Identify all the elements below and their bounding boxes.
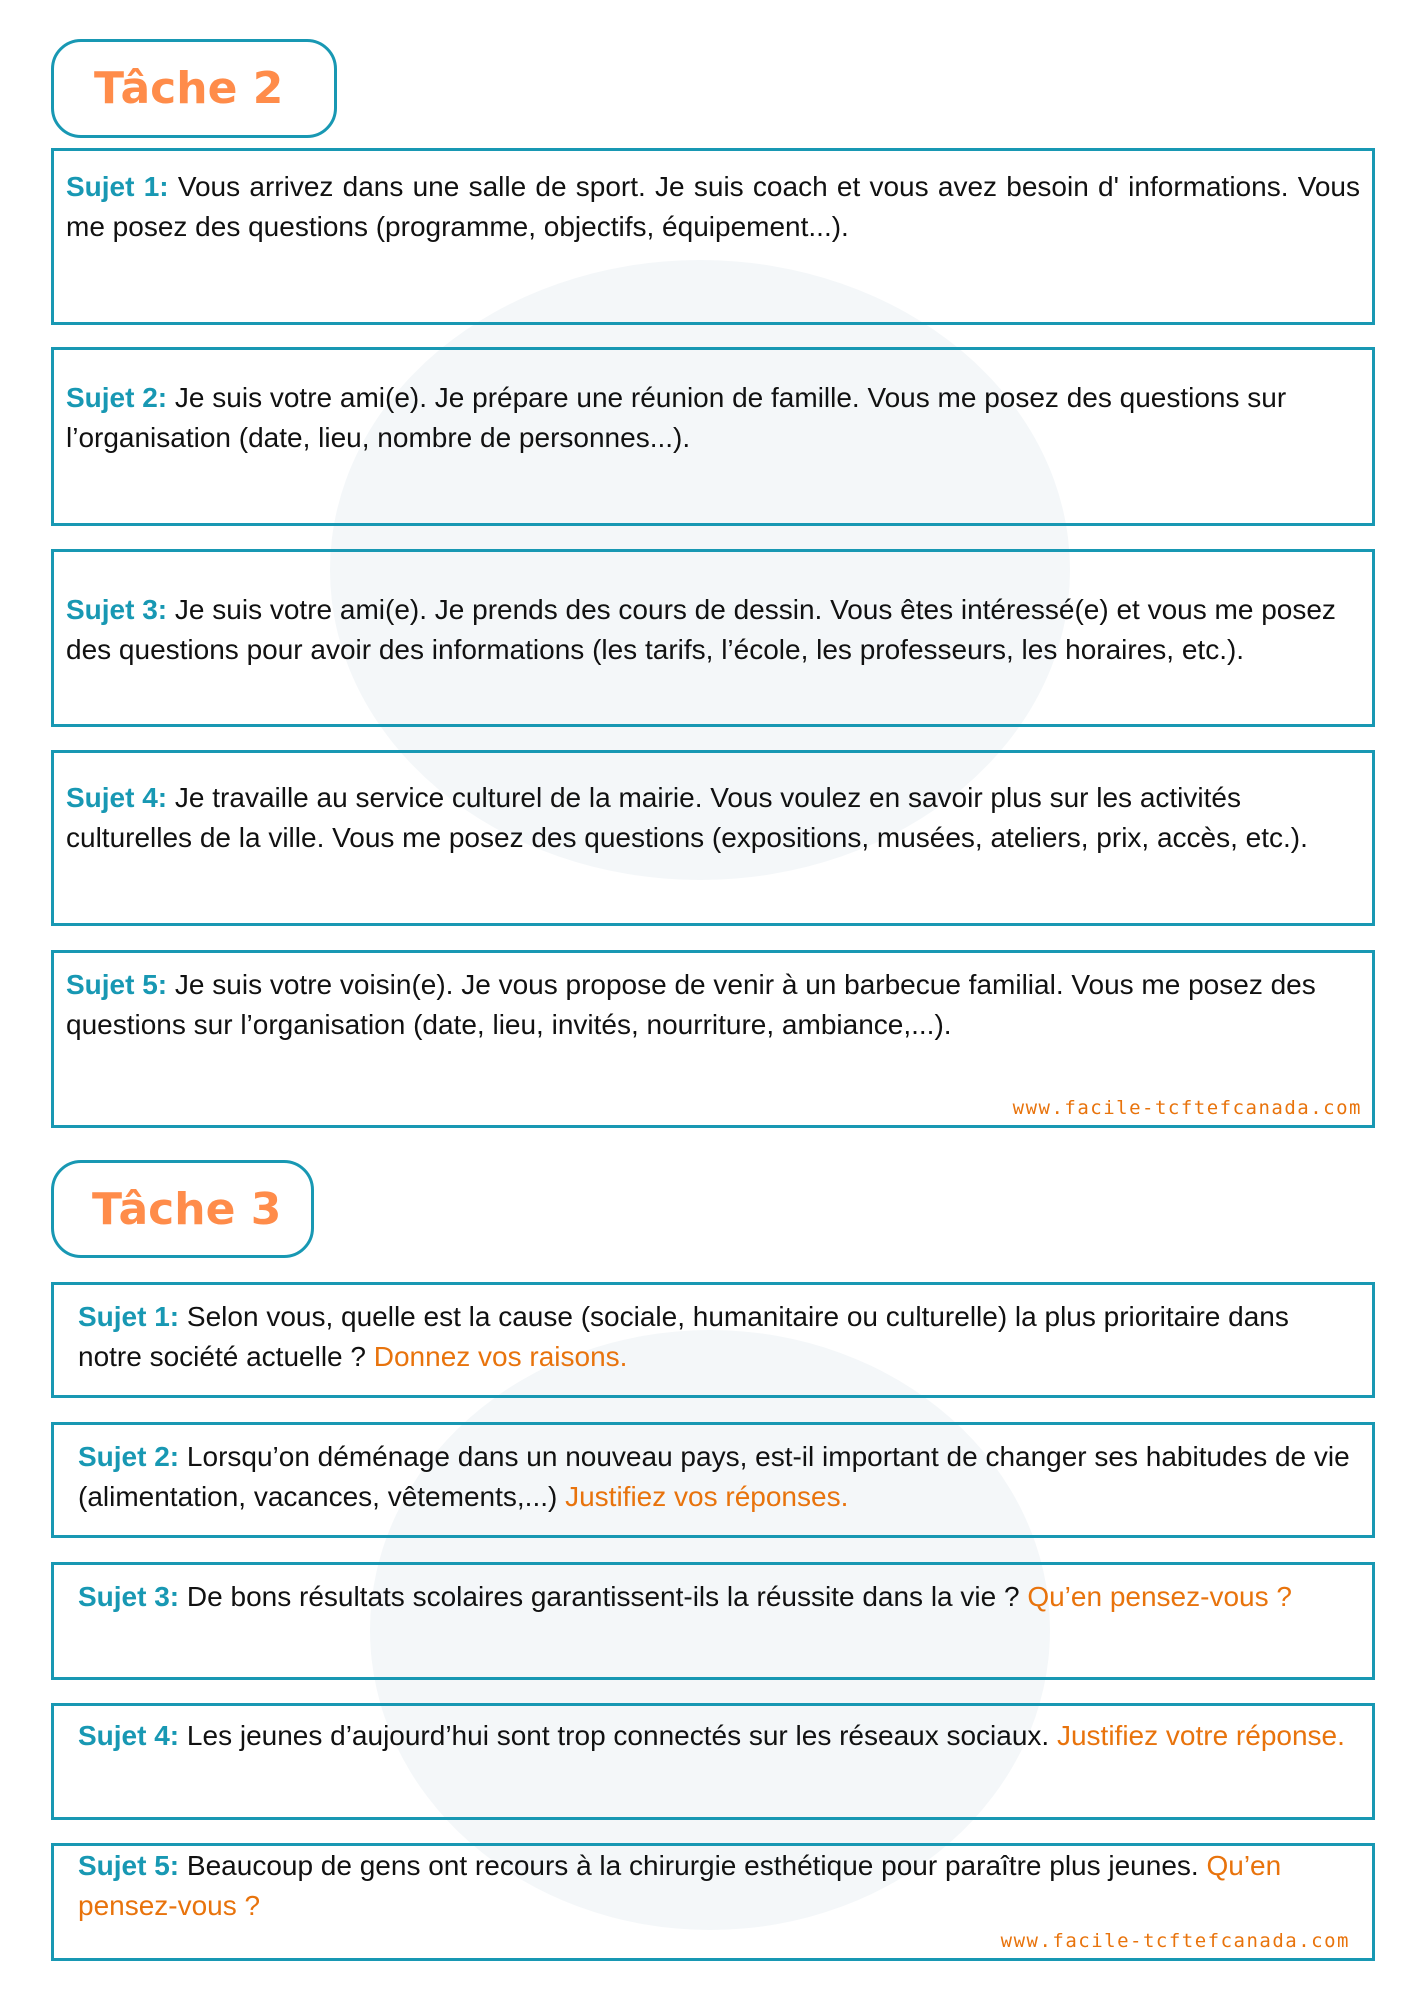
sujet-label: Sujet 5:	[78, 1850, 180, 1881]
website-url: www.facile-tcftefcanada.com	[1012, 1097, 1362, 1119]
tache3-heading	[51, 1160, 314, 1258]
sujet-label: Sujet 3:	[78, 1581, 180, 1612]
sujet-text: Je travaille au service culturel de la mairie. Vous voulez en savoir plus sur les activités culturelles de la ville. Vous me posez des questions (expositions, musées, ateliers, prix, accès, etc.).	[66, 782, 1308, 853]
tache3-sujet-3	[51, 1562, 1375, 1680]
sujet-instruction: Justifiez vos réponses.	[565, 1481, 849, 1512]
sujet-text: Je suis votre voisin(e). Je vous propose de venir à un barbecue familial. Vous me posez des questions sur l’organisation (date, lieu, invités, nourriture, ambiance,...).	[66, 969, 1316, 1040]
sujet-label: Sujet 5:	[66, 969, 168, 1000]
sujet-text: Selon vous, quelle est la cause (sociale, humanitaire ou culturelle) la plus prioritaire dans notre société actuelle ?	[78, 1301, 1289, 1372]
sujet-text: Beaucoup de gens ont recours à la chirurgie esthétique pour paraître plus jeunes.	[179, 1850, 1207, 1881]
sujet-instruction: Qu’en pensez-vous ?	[78, 1850, 1282, 1921]
tache2-sujet-4	[51, 750, 1375, 926]
sujet-text: Je suis votre ami(e). Je prends des cours de dessin. Vous êtes intéressé(e) et vous me posez des questions pour avoir des informations (les tarifs, l’école, les professeurs, les horaires, etc.).	[66, 594, 1336, 665]
sujet-text: Je suis votre ami(e). Je prépare une réunion de famille. Vous me posez des questions sur l’organisation (date, lieu, nombre de personnes...).	[66, 382, 1287, 453]
tache2-title: Tâche 2	[94, 63, 284, 114]
tache3-sujet-2	[51, 1422, 1375, 1538]
sujet-label: Sujet 4:	[78, 1720, 180, 1751]
tache3-sujet-5	[51, 1843, 1375, 1961]
sujet-text: Vous arrivez dans une salle de sport. Je suis coach et vous avez besoin d' informations. Vous me posez des questions (programme, objectifs, équipement...).	[66, 171, 1360, 242]
tache3-sujet-1	[51, 1282, 1375, 1398]
website-url: www.facile-tcftefcanada.com	[1000, 1930, 1350, 1952]
sujet-label: Sujet 4:	[66, 782, 168, 813]
sujet-text: Les jeunes d’aujourd’hui sont trop connectés sur les réseaux sociaux.	[179, 1720, 1057, 1751]
sujet-label: Sujet 1:	[78, 1301, 180, 1332]
tache3-title: Tâche 3	[92, 1183, 282, 1235]
tache2-heading	[51, 39, 337, 138]
sujet-text: Lorsqu’on déménage dans un nouveau pays, est-il important de changer ses habitudes de vie (alimentation, vacances, vêtements,...)	[78, 1441, 1350, 1512]
sujet-label: Sujet 1:	[66, 171, 169, 202]
sujet-label: Sujet 3:	[66, 594, 168, 625]
tache2-sujet-1	[51, 148, 1375, 325]
tache2-sujet-2	[51, 347, 1375, 526]
sujet-instruction: Donnez vos raisons.	[373, 1341, 628, 1372]
sujet-instruction: Justifiez votre réponse.	[1056, 1720, 1345, 1751]
sujet-instruction: Qu’en pensez-vous ?	[1027, 1581, 1292, 1612]
tache2-sujet-5	[51, 950, 1375, 1128]
sujet-label: Sujet 2:	[78, 1441, 180, 1472]
tache3-sujet-4	[51, 1703, 1375, 1820]
sujet-text: De bons résultats scolaires garantissent-ils la réussite dans la vie ?	[179, 1581, 1028, 1612]
tache2-sujet-3	[51, 549, 1375, 727]
sujet-label: Sujet 2:	[66, 382, 168, 413]
